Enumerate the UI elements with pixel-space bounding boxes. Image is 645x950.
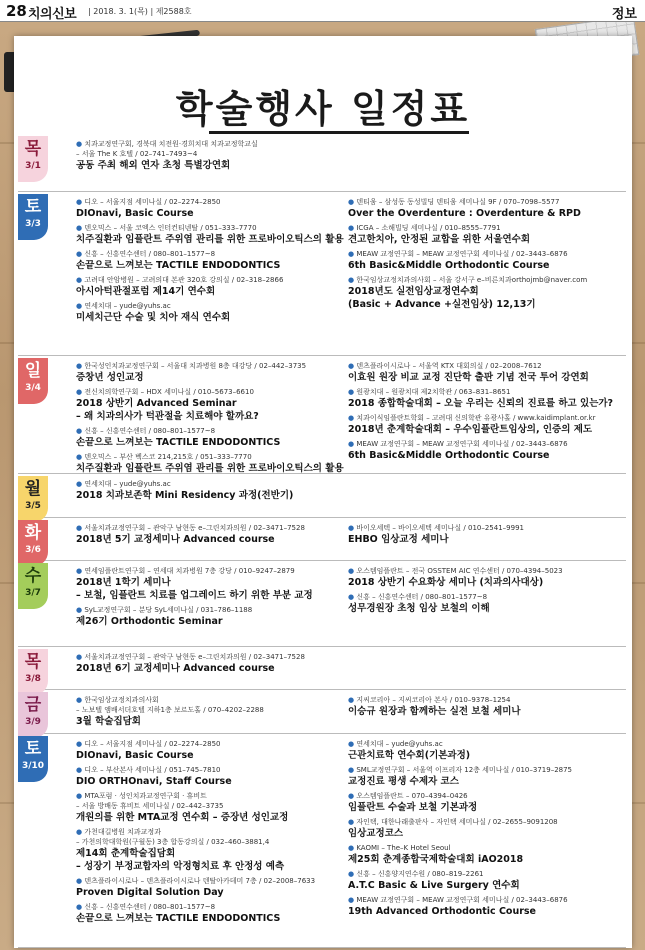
event-title: 2018년 1학기 세미나 bbox=[76, 577, 171, 588]
event-organizer bbox=[76, 223, 346, 233]
bullet-icon: ● bbox=[76, 828, 85, 836]
bullet-icon: ● bbox=[348, 524, 357, 532]
event-organizer bbox=[348, 275, 624, 285]
event-entry bbox=[76, 275, 346, 298]
day-block bbox=[18, 358, 626, 474]
event-title: 제25회 춘계종합국제학술대회 iAO2018 bbox=[348, 854, 524, 865]
event-organizer bbox=[348, 197, 624, 207]
event-title: DIOnavi, Basic Course bbox=[76, 208, 194, 219]
event-organizer bbox=[348, 439, 624, 449]
event-entry bbox=[348, 869, 624, 892]
event-title: DIOnavi, Basic Course bbox=[76, 750, 194, 761]
organizer-text: 원광치대 – 원광치대 제2치학관 / 063–831–8651 bbox=[356, 388, 511, 396]
bullet-icon: ● bbox=[348, 362, 357, 370]
day-badge bbox=[18, 563, 48, 609]
section-label: 정보 bbox=[611, 7, 637, 22]
event-organizer bbox=[76, 902, 346, 912]
event-entry bbox=[76, 479, 346, 502]
event-entry bbox=[348, 817, 624, 840]
event-organizer bbox=[76, 652, 346, 662]
left-event-column bbox=[76, 479, 346, 505]
bullet-icon: ● bbox=[76, 740, 85, 748]
event-entry bbox=[76, 566, 346, 602]
bullet-icon: ● bbox=[348, 198, 357, 206]
event-title: 임상교정코스 bbox=[348, 828, 404, 839]
event-entry bbox=[76, 387, 346, 423]
bullet-icon: ● bbox=[76, 453, 85, 461]
event-entry bbox=[76, 827, 346, 873]
event-title: 미세치근단 수술 및 치아 재식 연수회 bbox=[76, 312, 231, 323]
organizer-text: 연세치대 – yude@yuhs.ac bbox=[356, 740, 443, 748]
organizer-text: 신흥 – 신흥연수센터 / 080–801–1577~8 bbox=[84, 903, 216, 911]
event-organizer bbox=[76, 876, 346, 886]
event-title: 19th Advanced Orthodontic Course bbox=[348, 906, 536, 917]
event-title: 2018년도 실전임상교정연수회 bbox=[348, 286, 479, 297]
organizer-text: 바이오세텍 – 바이오세텍 세미나실 / 010–2541–9991 bbox=[356, 524, 524, 532]
organizer-text: 서울치과교정연구회 – 관악구 남현동 e–그린치과의원 / 02–3471–7528 bbox=[84, 653, 305, 661]
event-title: Over the Overdenture : Overdenture & RPD bbox=[348, 208, 581, 219]
event-organizer bbox=[76, 566, 346, 576]
event-venue: – 노보텔 앰배서더호텔 지하1층 보르도홀 / 070–4202–2288 bbox=[76, 706, 264, 714]
bullet-icon: ● bbox=[76, 792, 85, 800]
organizer-text: 연세치대 – yude@yuhs.ac bbox=[84, 302, 171, 310]
bullet-icon: ● bbox=[76, 606, 85, 614]
bullet-icon: ● bbox=[76, 903, 85, 911]
organizer-text: 한국임상교정치과의사회 bbox=[84, 696, 159, 704]
day-badge bbox=[18, 736, 48, 782]
event-title: 2018 상반기 Advanced Seminar bbox=[76, 398, 237, 409]
event-organizer bbox=[348, 361, 624, 371]
organizer-text: 오스템임플란트 – 070–4394–0426 bbox=[356, 792, 468, 800]
date-label: 3/6 bbox=[25, 545, 41, 555]
event-entry bbox=[348, 361, 624, 384]
event-entry bbox=[348, 249, 624, 272]
bullet-icon: ● bbox=[348, 567, 357, 575]
right-event-column bbox=[348, 523, 624, 549]
left-event-column bbox=[76, 139, 346, 175]
organizer-text: 신흥 – 신흥연수센터 / 080–801–1577~8 bbox=[356, 593, 488, 601]
bullet-icon: ● bbox=[76, 362, 85, 370]
event-entry bbox=[348, 223, 624, 246]
event-organizer bbox=[76, 426, 346, 436]
event-title: 2018년 춘계학술대회 – 우수임플란트임상의, 인증의 제도 bbox=[348, 424, 593, 435]
event-entry bbox=[76, 876, 346, 899]
event-organizer bbox=[76, 301, 346, 311]
event-organizer bbox=[348, 592, 624, 602]
event-entry bbox=[348, 695, 624, 718]
organizer-text: 디오 – 부산본사 세미나실 / 051–745–7810 bbox=[84, 766, 221, 774]
event-venue: – 서울 The K 호텔 / 02–741–7493~4 bbox=[76, 150, 198, 158]
event-organizer bbox=[76, 523, 346, 533]
event-organizer bbox=[76, 479, 346, 489]
event-entry bbox=[76, 523, 346, 546]
event-title: DIO ORTHOnavi, Staff Course bbox=[76, 776, 232, 787]
date-label: 3/7 bbox=[25, 588, 41, 598]
event-entry bbox=[76, 452, 346, 475]
bullet-icon: ● bbox=[76, 653, 85, 661]
organizer-text: 디오 – 서울지점 세미나실 / 02–2274–2850 bbox=[84, 198, 221, 206]
event-organizer bbox=[348, 249, 624, 259]
event-entry bbox=[76, 902, 346, 925]
event-organizer bbox=[348, 869, 624, 879]
bullet-icon: ● bbox=[348, 440, 357, 448]
event-title: 교정진료 평생 수제자 코스 bbox=[348, 776, 459, 787]
left-event-column bbox=[76, 695, 346, 731]
event-entry bbox=[348, 765, 624, 788]
event-venue: – 가천의학대학원(구월동) 3층 합동강의실 / 032–460–3881,4 bbox=[76, 838, 270, 846]
weekday-label: 금 bbox=[24, 695, 42, 715]
day-block bbox=[18, 736, 626, 948]
bullet-icon: ● bbox=[348, 792, 357, 800]
event-title: 6th Basic&Middle Orthodontic Course bbox=[348, 260, 550, 271]
event-entry bbox=[348, 387, 624, 410]
event-title: Proven Digital Solution Day bbox=[76, 887, 224, 898]
event-title: EHBO 임상교정 세미나 bbox=[348, 534, 449, 545]
bullet-icon: ● bbox=[76, 567, 85, 575]
organizer-text: 자인택, 대한나래출판사 – 자인택 세미나실 / 02–2655–9091208 bbox=[356, 818, 558, 826]
weekday-label: 토 bbox=[24, 739, 42, 759]
event-organizer bbox=[348, 791, 624, 801]
left-event-column bbox=[76, 523, 346, 549]
organizer-text: 덴오믹스 – 부산 벡스코 214,215호 / 051–333–7770 bbox=[84, 453, 252, 461]
left-event-column bbox=[76, 566, 346, 631]
organizer-text: 디오 – 서울지점 세미나실 / 02–2274–2850 bbox=[84, 740, 221, 748]
organizer-text: 전신치의학연구회 – HDX 세미나실 / 010–5673–6610 bbox=[84, 388, 254, 396]
event-title: 개원의를 위한 MTA교정 연수회 – 증장년 성인교정 bbox=[76, 812, 289, 823]
event-title: (Basic + Advance +실전임상) 12,13기 bbox=[348, 299, 536, 310]
event-entry bbox=[348, 895, 624, 918]
bullet-icon: ● bbox=[348, 250, 357, 258]
event-organizer bbox=[76, 139, 346, 149]
date-label: 3/5 bbox=[25, 501, 41, 511]
event-title: 2018년 6기 교정세미나 Advanced course bbox=[76, 663, 275, 674]
bullet-icon: ● bbox=[348, 766, 357, 774]
day-block bbox=[18, 649, 626, 690]
date-label: 3/1 bbox=[25, 161, 41, 171]
event-entry bbox=[76, 605, 346, 628]
organizer-text: 덴츠플라이시로나 – 서울역 KTX 대회의실 / 02–2008–7612 bbox=[356, 362, 542, 370]
left-event-column bbox=[76, 197, 346, 327]
right-event-column bbox=[348, 566, 624, 618]
organizer-text: 가천대길병원 치과교정과 bbox=[84, 828, 161, 836]
day-badge bbox=[18, 649, 48, 695]
organizer-text: ICGA – 소해빌딩 세미나실 / 010–8555–7791 bbox=[356, 224, 501, 232]
event-entry bbox=[76, 139, 346, 172]
event-organizer bbox=[348, 765, 624, 775]
organizer-text: 고려대 안암병원 – 고려의대 본관 320호 강의실 / 02–318–2866 bbox=[84, 276, 284, 284]
organizer-text: 덴츠플라이시로나 – 덴츠플라이시로나 덴탈아카데미 7층 / 02–2008–7633 bbox=[84, 877, 316, 885]
issue-info: | 2018. 3. 1(목) | 제2588호 bbox=[88, 7, 192, 16]
bullet-icon: ● bbox=[76, 224, 85, 232]
right-event-column bbox=[348, 361, 624, 465]
event-title: – 보철, 임플란트 치료를 업그레이드 하기 위한 부분 교정 bbox=[76, 590, 313, 601]
event-organizer bbox=[76, 827, 346, 837]
event-organizer bbox=[76, 765, 346, 775]
event-entry bbox=[348, 523, 624, 546]
weekday-label: 수 bbox=[24, 566, 42, 586]
event-title: 2018 상반기 수요화상 세미나 (치과의사대상) bbox=[348, 577, 544, 588]
publication-name: 치의신보 bbox=[28, 7, 77, 22]
bullet-icon: ● bbox=[348, 818, 357, 826]
event-title: – 왜 치과의사가 턱관절을 치료해야 할까요? bbox=[76, 411, 259, 422]
event-organizer bbox=[348, 387, 624, 397]
organizer-text: 치과교정연구회, 경북대 치전원·경희치대 치과교정학교실 bbox=[84, 140, 258, 148]
bullet-icon: ● bbox=[76, 276, 85, 284]
bullet-icon: ● bbox=[348, 696, 357, 704]
day-badge bbox=[18, 476, 48, 522]
organizer-text: 연세임플란트연구회 – 연세대 치과병원 7층 강당 / 010–9247–2879 bbox=[84, 567, 295, 575]
bullet-icon: ● bbox=[348, 414, 357, 422]
day-block bbox=[18, 563, 626, 647]
organizer-text: 지씨코리아 – 지씨코리아 본사 / 010–9378–1254 bbox=[356, 696, 511, 704]
bullet-icon: ● bbox=[76, 766, 85, 774]
event-entry bbox=[348, 275, 624, 311]
event-title: 아시아턱관절포럼 제14기 연수회 bbox=[76, 286, 216, 297]
bullet-icon: ● bbox=[348, 224, 357, 232]
event-entry bbox=[348, 566, 624, 589]
event-title: 공동 주최 해외 연자 초청 특별강연회 bbox=[76, 160, 231, 171]
bullet-icon: ● bbox=[76, 250, 85, 258]
event-title: 견고한치아, 안정된 교합을 위한 서울연수회 bbox=[348, 234, 531, 245]
bullet-icon: ● bbox=[76, 140, 85, 148]
schedule-sheet bbox=[14, 36, 632, 948]
weekday-label: 월 bbox=[24, 479, 42, 499]
bullet-icon: ● bbox=[348, 740, 357, 748]
event-organizer bbox=[76, 605, 346, 615]
weekday-label: 목 bbox=[24, 652, 42, 672]
event-organizer bbox=[76, 452, 346, 462]
organizer-text: MEAW 교정연구회 – MEAW 교정연구회 세미나실 / 02–3443–6876 bbox=[356, 896, 568, 904]
date-label: 3/8 bbox=[25, 674, 41, 684]
event-entry bbox=[348, 843, 624, 866]
event-organizer bbox=[348, 895, 624, 905]
day-badge bbox=[18, 136, 48, 182]
event-title: 손끝으로 느껴보는 TACTILE ENDODONTICS bbox=[76, 913, 281, 924]
organizer-text: 연세치대 – yude@yuhs.ac bbox=[84, 480, 171, 488]
right-event-column bbox=[348, 197, 624, 314]
bullet-icon: ● bbox=[76, 427, 85, 435]
event-entry bbox=[76, 361, 346, 384]
event-organizer bbox=[348, 843, 624, 853]
event-title: 이효원 원장 비교 교정 진단학 출판 기념 전국 투어 강연회 bbox=[348, 372, 589, 383]
right-event-column bbox=[348, 739, 624, 921]
event-organizer bbox=[76, 387, 346, 397]
event-title: 성무경원장 초청 임상 보철의 이해 bbox=[348, 603, 490, 614]
event-title: 2018 치과보존학 Mini Residency 과정(전반기) bbox=[76, 490, 294, 501]
right-event-column bbox=[348, 695, 624, 721]
event-organizer bbox=[348, 223, 624, 233]
event-entry bbox=[76, 426, 346, 449]
event-entry bbox=[76, 791, 346, 824]
left-event-column bbox=[76, 361, 346, 478]
event-organizer bbox=[76, 249, 346, 259]
event-entry bbox=[348, 413, 624, 436]
event-entry bbox=[348, 439, 624, 462]
event-entry bbox=[348, 791, 624, 814]
event-organizer bbox=[76, 791, 346, 801]
event-entry bbox=[76, 695, 346, 728]
organizer-text: 치과이식임플란트학회 – 고려대 신의학관 유광사홀 / www.kaidimplant.or.kr bbox=[356, 414, 596, 422]
date-label: 3/4 bbox=[25, 383, 41, 393]
organizer-text: SML교정연구회 – 서울역 이프리자 12층 세미나실 / 010–3719–2875 bbox=[356, 766, 573, 774]
event-entry bbox=[348, 739, 624, 762]
event-title: 3월 학술집담회 bbox=[76, 716, 141, 727]
day-badge bbox=[18, 358, 48, 404]
bullet-icon: ● bbox=[348, 870, 357, 878]
page-number: 28 bbox=[6, 2, 27, 20]
organizer-text: 덴티움 – 삼성동 동성빌딩 덴티움 세미나실 9F / 070–7098–5577 bbox=[356, 198, 560, 206]
event-organizer bbox=[348, 695, 624, 705]
event-title: 2018 종합학술대회 – 오늘 우리는 신뢰의 진료를 하고 있는가? bbox=[348, 398, 614, 409]
event-title: 손끝으로 느껴보는 TACTILE ENDODONTICS bbox=[76, 437, 281, 448]
event-organizer bbox=[348, 739, 624, 749]
bullet-icon: ● bbox=[76, 524, 85, 532]
event-entry bbox=[348, 197, 624, 220]
weekday-label: 목 bbox=[24, 139, 42, 159]
bullet-icon: ● bbox=[348, 896, 357, 904]
left-event-column bbox=[76, 652, 346, 678]
bullet-icon: ● bbox=[348, 388, 357, 396]
title-underline bbox=[209, 131, 469, 134]
weekday-label: 일 bbox=[24, 361, 42, 381]
event-title: 증창년 성인교정 bbox=[76, 372, 144, 383]
event-venue: – 서울 방배동 휴비트 세미나실 / 02–442–3735 bbox=[76, 802, 224, 810]
date-label: 3/9 bbox=[25, 717, 41, 727]
event-title: 6th Basic&Middle Orthodontic Course bbox=[348, 450, 550, 461]
event-organizer bbox=[348, 413, 624, 423]
event-title: 2018년 5기 교정세미나 Advanced course bbox=[76, 534, 275, 545]
event-title: A.T.C Basic & Live Surgery 연수회 bbox=[348, 880, 520, 891]
organizer-text: MEAW 교정연구회 – MEAW 교정연구회 세미나실 / 02–3443–6876 bbox=[356, 440, 568, 448]
event-organizer bbox=[76, 275, 346, 285]
event-organizer bbox=[76, 197, 346, 207]
left-event-column bbox=[76, 739, 346, 928]
event-title: – 성장기 부정교합자의 악정형치료 후 안정성 예측 bbox=[76, 861, 285, 872]
bullet-icon: ● bbox=[76, 302, 85, 310]
newspaper-header bbox=[0, 0, 645, 22]
organizer-text: 오스템임플란트 – 전국 OSSTEM AIC 연수센터 / 070–4394–5023 bbox=[356, 567, 563, 575]
bullet-icon: ● bbox=[348, 593, 357, 601]
event-organizer bbox=[348, 817, 624, 827]
bullet-icon: ● bbox=[348, 844, 357, 852]
day-block bbox=[18, 692, 626, 734]
day-block bbox=[18, 476, 626, 518]
event-entry bbox=[76, 197, 346, 220]
event-entry bbox=[76, 301, 346, 324]
bullet-icon: ● bbox=[76, 696, 85, 704]
day-block bbox=[18, 194, 626, 356]
bullet-icon: ● bbox=[76, 198, 85, 206]
organizer-text: SyL교정연구회 – 분당 SyL세미나실 / 031–786–1188 bbox=[84, 606, 253, 614]
event-entry bbox=[76, 249, 346, 272]
day-block bbox=[18, 136, 626, 192]
bullet-icon: ● bbox=[348, 276, 357, 284]
page-title: 학술행사 일정표 bbox=[175, 87, 471, 131]
event-entry bbox=[76, 652, 346, 675]
bullet-icon: ● bbox=[76, 388, 85, 396]
organizer-text: 신흥 – 신흥양지연수원 / 080–819–2261 bbox=[356, 870, 484, 878]
date-label: 3/10 bbox=[21, 761, 45, 771]
event-title: 손끝으로 느껴보는 TACTILE ENDODONTICS bbox=[76, 260, 281, 271]
day-block bbox=[18, 520, 626, 561]
day-badge bbox=[18, 194, 48, 240]
date-label: 3/3 bbox=[25, 219, 41, 229]
organizer-text: MTA포럼 · 성인치과교정연구회 · 휴비트 bbox=[84, 792, 207, 800]
event-entry bbox=[76, 739, 346, 762]
weekday-label: 화 bbox=[24, 523, 42, 543]
event-organizer bbox=[76, 695, 346, 705]
organizer-text: 신흥 – 신흥연수센터 / 080–801–1577~8 bbox=[84, 427, 216, 435]
event-organizer bbox=[76, 739, 346, 749]
event-organizer bbox=[76, 361, 346, 371]
organizer-text: 덴오믹스 – 서울 코엑스 인터컨티넨탈 / 051–333–7770 bbox=[84, 224, 257, 232]
event-title: 임플란트 수술과 보철 기본과정 bbox=[348, 802, 478, 813]
day-badge bbox=[18, 520, 48, 566]
weekday-label: 토 bbox=[24, 197, 42, 217]
event-title: 제26기 Orthodontic Seminar bbox=[76, 616, 223, 627]
event-entry bbox=[76, 765, 346, 788]
event-title: 치주질환과 임플란트 주위염 관리를 위한 프로바이오틱스의 활용 bbox=[76, 463, 344, 474]
organizer-text: 한국임상교정치과의사회 – 서울 강서구 e–비른치과orthojmb@naver.com bbox=[356, 276, 588, 284]
event-title: 제14회 춘계학술집담회 bbox=[76, 848, 176, 859]
event-title: 이승규 원장과 함께하는 실전 보철 세미나 bbox=[348, 706, 521, 717]
bullet-icon: ● bbox=[76, 480, 85, 488]
organizer-text: KAOMI – The–K Hotel Seoul bbox=[356, 844, 451, 852]
event-organizer bbox=[348, 523, 624, 533]
organizer-text: 서울치과교정연구회 – 관악구 남현동 e–그린치과의원 / 02–3471–7528 bbox=[84, 524, 305, 532]
organizer-text: 신흥 – 신흥연수센터 / 080–801–1577~8 bbox=[84, 250, 216, 258]
bullet-icon: ● bbox=[76, 877, 85, 885]
event-title: 치주질환과 임플란트 주위염 관리를 위한 프로바이오틱스의 활용 bbox=[76, 234, 344, 245]
event-organizer bbox=[348, 566, 624, 576]
event-title: 근관치료학 연수회(기본과정) bbox=[348, 750, 471, 761]
organizer-text: MEAW 교정연구회 – MEAW 교정연구회 세미나실 / 02–3443–6876 bbox=[356, 250, 568, 258]
day-badge bbox=[18, 692, 48, 738]
event-entry bbox=[348, 592, 624, 615]
organizer-text: 한국성인치과교정연구회 – 서울대 치과병원 8층 대강당 / 02–442–3735 bbox=[84, 362, 307, 370]
event-entry bbox=[76, 223, 346, 246]
